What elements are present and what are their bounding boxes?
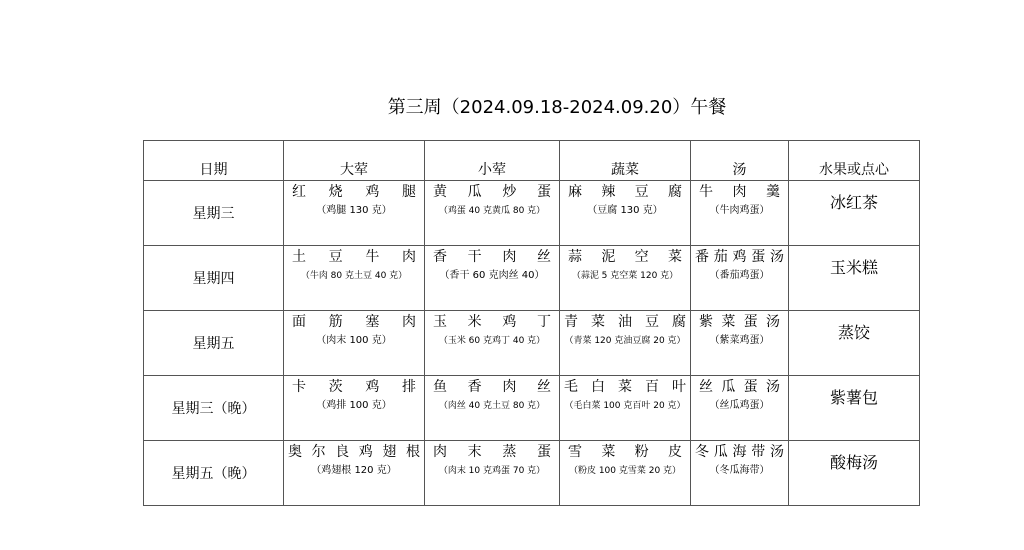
table-row — [144, 376, 920, 441]
main-dish-cell — [284, 311, 425, 376]
main-dish-cell — [284, 181, 425, 246]
vegetable-dish-cell — [560, 441, 691, 506]
soup-dish-cell — [691, 246, 789, 311]
main-dish-name: 面 筋 塞 肉 — [292, 314, 416, 330]
side-dish-detail: （肉末 10 克鸡蛋 70 克） — [438, 466, 546, 476]
vegetable-dish-detail: （蒜泥 5 克空菜 120 克） — [571, 271, 679, 281]
header-main-meat: 大荤 — [284, 141, 425, 181]
main-dish-detail: （鸡排 100 克） — [316, 400, 392, 411]
day-cell: 星期五 — [144, 311, 284, 376]
main-dish-name: 卡 茨 鸡 排 — [292, 379, 416, 395]
main-dish-name: 土 豆 牛 肉 — [292, 249, 416, 265]
side-dish-name: 肉 末 蒸 蛋 — [433, 444, 551, 460]
soup-dish-detail: （冬瓜海带） — [709, 465, 770, 476]
soup-dish-name: 紫 菜 蛋 汤 — [699, 314, 780, 330]
side-dish-name: 黄 瓜 炒 蛋 — [433, 184, 551, 200]
vegetable-dish-cell — [560, 376, 691, 441]
main-dish-cell — [284, 246, 425, 311]
header-fruit-snack: 水果或点心 — [789, 141, 920, 181]
fruit-snack-cell: 冰红茶 — [789, 181, 920, 246]
soup-dish-detail: （丝瓜鸡蛋） — [709, 400, 770, 411]
main-dish-cell — [284, 376, 425, 441]
main-dish-detail: （牛肉 80 克土豆 40 克） — [300, 271, 408, 281]
vegetable-dish-cell — [560, 246, 691, 311]
main-dish-detail: （鸡腿 130 克） — [316, 205, 392, 216]
soup-dish-cell — [691, 376, 789, 441]
day-cell: 星期五（晚） — [144, 441, 284, 506]
soup-dish-cell — [691, 441, 789, 506]
side-dish-cell — [425, 376, 560, 441]
soup-dish-detail: （牛肉鸡蛋） — [709, 205, 770, 216]
soup-dish-cell — [691, 181, 789, 246]
side-dish-detail: （鸡蛋 40 克黄瓜 80 克） — [438, 206, 546, 216]
fruit-snack-cell: 紫薯包 — [789, 376, 920, 441]
day-cell: 星期三（晚） — [144, 376, 284, 441]
main-dish-cell — [284, 441, 425, 506]
vegetable-dish-detail: （青菜 120 克油豆腐 20 克） — [564, 336, 686, 346]
day-cell: 星期四 — [144, 246, 284, 311]
vegetable-dish-detail: （粉皮 100 克雪菜 20 克） — [568, 466, 682, 476]
side-dish-cell — [425, 311, 560, 376]
side-dish-detail: （肉丝 40 克土豆 80 克） — [438, 401, 546, 411]
header-side-meat: 小荤 — [425, 141, 560, 181]
table-row — [144, 441, 920, 506]
vegetable-dish-name: 青 菜 油 豆 腐 — [564, 314, 686, 330]
soup-dish-detail: （番茄鸡蛋） — [709, 270, 770, 281]
header-soup: 汤 — [691, 141, 789, 181]
soup-dish-name: 番 茄 鸡 蛋 汤 — [695, 249, 784, 265]
day-cell: 星期三 — [144, 181, 284, 246]
main-dish-name: 奥 尔 良 鸡 翅 根 — [288, 444, 420, 460]
side-dish-name: 鱼 香 肉 丝 — [433, 379, 551, 395]
main-dish-name: 红 烧 鸡 腿 — [292, 184, 416, 200]
main-dish-detail: （鸡翅根 120 克） — [311, 465, 397, 476]
vegetable-dish-detail: （豆腐 130 克） — [587, 205, 663, 216]
page-title: 第三周（2024.09.18-2024.09.20）午餐 — [387, 97, 727, 118]
side-dish-cell — [425, 181, 560, 246]
soup-dish-cell — [691, 311, 789, 376]
table-row — [144, 311, 920, 376]
side-dish-name: 玉 米 鸡 丁 — [433, 314, 551, 330]
header-date: 日期 — [144, 141, 284, 181]
lunch-menu-table — [143, 140, 920, 506]
vegetable-dish-name: 雪 菜 粉 皮 — [568, 444, 682, 460]
fruit-snack-cell: 蒸饺 — [789, 311, 920, 376]
soup-dish-name: 牛 肉 羹 — [699, 184, 780, 200]
vegetable-dish-name: 蒜 泥 空 菜 — [568, 249, 682, 265]
vegetable-dish-name: 麻 辣 豆 腐 — [568, 184, 682, 200]
side-dish-detail: （香干 60 克肉丝 40） — [439, 270, 545, 281]
table-row — [144, 181, 920, 246]
table-row — [144, 246, 920, 311]
side-dish-cell — [425, 441, 560, 506]
vegetable-dish-name: 毛 白 菜 百 叶 — [564, 379, 686, 395]
table-body — [144, 181, 920, 506]
soup-dish-detail: （紫菜鸡蛋） — [709, 335, 770, 346]
vegetable-dish-cell — [560, 311, 691, 376]
table-header-row — [144, 141, 920, 181]
fruit-snack-cell: 玉米糕 — [789, 246, 920, 311]
side-dish-cell — [425, 246, 560, 311]
soup-dish-name: 丝 瓜 蛋 汤 — [699, 379, 780, 395]
soup-dish-name: 冬 瓜 海 带 汤 — [695, 444, 784, 460]
fruit-snack-cell: 酸梅汤 — [789, 441, 920, 506]
header-vegetable: 蔬菜 — [560, 141, 691, 181]
side-dish-name: 香 干 肉 丝 — [433, 249, 551, 265]
side-dish-detail: （玉米 60 克鸡丁 40 克） — [438, 336, 546, 346]
vegetable-dish-detail: （毛白菜 100 克百叶 20 克） — [564, 401, 686, 411]
vegetable-dish-cell — [560, 181, 691, 246]
main-dish-detail: （肉末 100 克） — [316, 335, 392, 346]
